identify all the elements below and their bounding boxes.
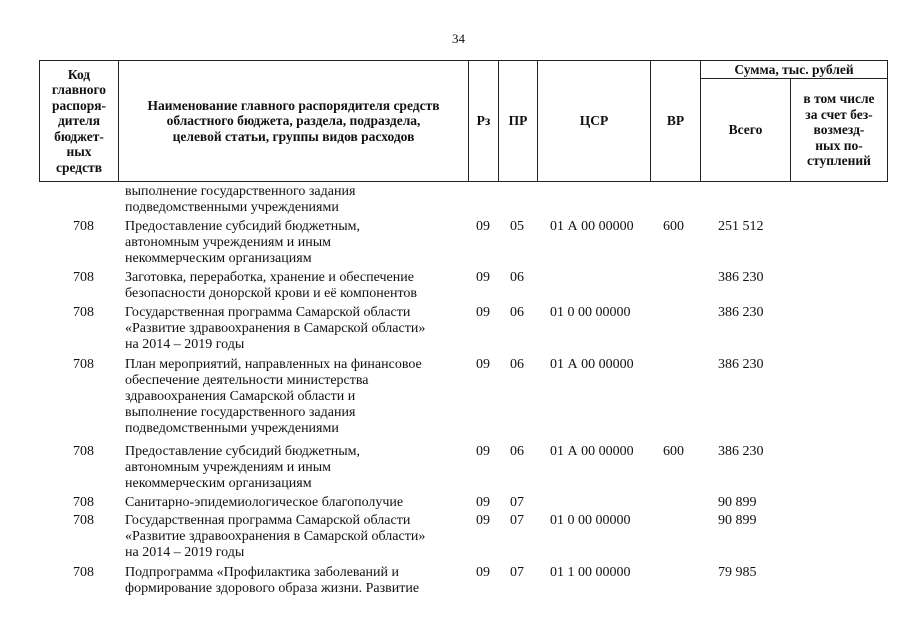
cell-name: Подпрограмма «Профилактика заболеваний и формирование здорового образа жизни. Развитие [125, 565, 420, 596]
cell-name: План мероприятий, направленных на финансовое обеспечение деятельности министерства здравоохранения Самарской области и выполнение государственного задания подведомственными учреждениями [125, 357, 422, 436]
cell-csr: 01 А 00 00000 [550, 357, 634, 372]
cell-rz: 09 [476, 495, 490, 510]
cell-pr: 07 [510, 513, 524, 528]
cell-pr: 06 [510, 357, 524, 372]
cell-csr: 01 А 00 00000 [550, 219, 634, 234]
cell-pr: 06 [510, 305, 524, 320]
cell-name: Санитарно-эпидемиологическое благополучие [125, 495, 404, 510]
page-number: 34 [452, 31, 465, 46]
cell-rz: 09 [476, 565, 490, 580]
cell-rz: 09 [476, 513, 490, 528]
cell-csr: 01 А 00 00000 [550, 444, 634, 459]
cell-total: 386 230 [718, 357, 764, 372]
header-sum: Сумма, тыс. рублей [700, 60, 888, 79]
header-vr: ВР [650, 60, 701, 182]
cell-name: Предоставление субсидий бюджетным, автономным учреждениям и иным некоммерческим организациям [125, 219, 361, 266]
cell-rz: 09 [476, 305, 490, 320]
header-name: Наименование главного распорядителя средств областного бюджета, раздела, подраздела, целевой статьи, группы видов расходов [118, 60, 469, 182]
cell-pr: 07 [510, 495, 524, 510]
cell-vr: 600 [663, 444, 684, 459]
cell-code: 708 [73, 495, 94, 510]
cell-total: 90 899 [718, 495, 757, 510]
header-code: Код главного распоря- дителя бюджет- ных средств [39, 60, 119, 182]
cell-total: 90 899 [718, 513, 757, 528]
cell-csr: 01 0 00 00000 [550, 513, 631, 528]
header-total: Всего [700, 78, 791, 182]
cell-pr: 06 [510, 444, 524, 459]
cell-code: 708 [73, 219, 94, 234]
cell-rz: 09 [476, 444, 490, 459]
cell-code: 708 [73, 270, 94, 285]
cell-code: 708 [73, 444, 94, 459]
cell-code: 708 [73, 565, 94, 580]
cell-total: 79 985 [718, 565, 757, 580]
cell-rz: 09 [476, 219, 490, 234]
header-rz: Рз [468, 60, 499, 182]
cell-name: Государственная программа Самарской области «Развитие здравоохранения в Самарской области» на 2014 – 2019 годы [125, 305, 426, 352]
cell-pr: 06 [510, 270, 524, 285]
cell-code: 708 [73, 513, 94, 528]
table-header [39, 60, 888, 182]
cell-total: 386 230 [718, 444, 764, 459]
cell-name: Государственная программа Самарской области «Развитие здравоохранения в Самарской области» на 2014 – 2019 годы [125, 513, 426, 560]
cell-csr: 01 0 00 00000 [550, 305, 631, 320]
cell-total: 386 230 [718, 305, 764, 320]
header-pr: ПР [498, 60, 538, 182]
cell-total: 251 512 [718, 219, 764, 234]
header-gratuitous: в том числе за счет без- возмезд- ных по- ступлений [790, 78, 888, 182]
cell-name: Предоставление субсидий бюджетным, автономным учреждениям и иным некоммерческим организациям [125, 444, 361, 491]
cell-rz: 09 [476, 270, 490, 285]
cell-rz: 09 [476, 357, 490, 372]
cell-name: Заготовка, переработка, хранение и обеспечение безопасности донорской крови и её компонентов [125, 270, 418, 301]
cell-csr: 01 1 00 00000 [550, 565, 631, 580]
cell-name: выполнение государственного задания подведомственными учреждениями [125, 184, 356, 215]
header-csr: ЦСР [537, 60, 651, 182]
cell-code: 708 [73, 305, 94, 320]
cell-pr: 05 [510, 219, 524, 234]
cell-pr: 07 [510, 565, 524, 580]
cell-total: 386 230 [718, 270, 764, 285]
cell-code: 708 [73, 357, 94, 372]
cell-vr: 600 [663, 219, 684, 234]
